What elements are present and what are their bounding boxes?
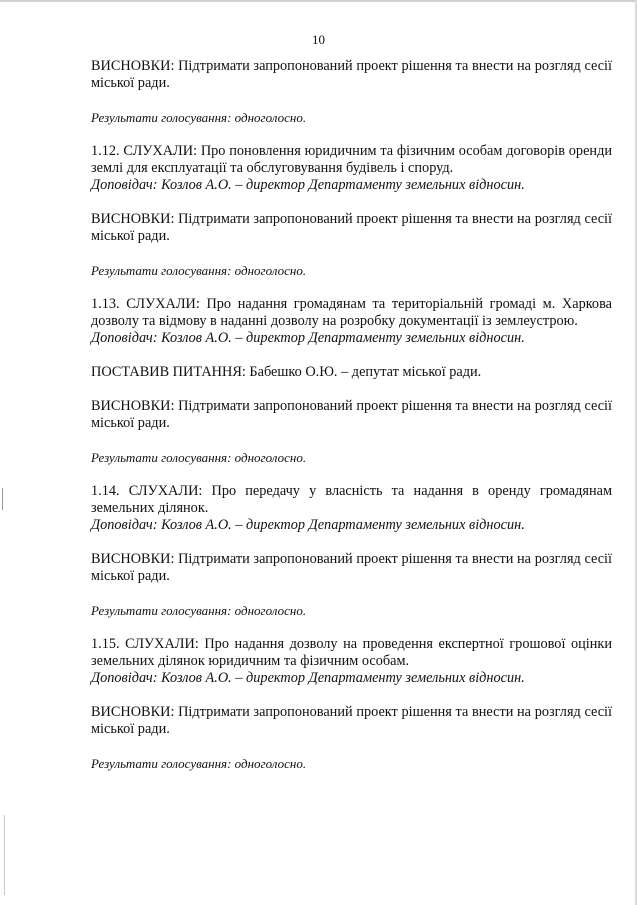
page-number: 10 (312, 32, 325, 47)
heard-item: 1.12. СЛУХАЛИ: Про поновлення юридичним та фізичним особам договорів оренди землі для експлуатації та обслуговування будівель і споруд. (91, 143, 612, 176)
voting-result: Результати голосування: одноголосно. (91, 450, 307, 465)
heard-item: 1.15. СЛУХАЛИ: Про надання дозволу на проведення експертної грошової оцінки земельних ділянок юридичним та фізичним особам. (91, 636, 612, 669)
scan-edge-top (0, 0, 637, 2)
scan-artifact (2, 488, 3, 510)
conclusion-text: ВИСНОВКИ: Підтримати запропонований проект рішення та внести на розгляд сесії міської ради. (91, 704, 612, 737)
conclusion-text: ВИСНОВКИ: Підтримати запропонований проект рішення та внести на розгляд сесії міської ради. (91, 398, 612, 431)
speaker-line: Доповідач: Козлов А.О. – директор Департаменту земельних відносин. (91, 517, 525, 533)
voting-result: Результати голосування: одноголосно. (91, 263, 307, 278)
question-line: ПОСТАВИВ ПИТАННЯ: Бабешко О.Ю. – депутат міської ради. (91, 364, 482, 380)
scan-artifact (4, 815, 5, 895)
speaker-line: Доповідач: Козлов А.О. – директор Департаменту земельних відносин. (91, 177, 525, 193)
voting-result: Результати голосування: одноголосно. (91, 756, 307, 771)
document-body (91, 58, 612, 772)
heard-item: 1.13. СЛУХАЛИ: Про надання громадянам та територіальній громаді м. Харкова дозволу та відмову в наданні дозволу на розробку документації із землеустрою. (91, 296, 612, 329)
speaker-line: Доповідач: Козлов А.О. – директор Департаменту земельних відносин. (91, 670, 525, 686)
heard-item: 1.14. СЛУХАЛИ: Про передачу у власність та надання в оренду громадянам земельних ділянок. (91, 483, 612, 516)
conclusion-text: ВИСНОВКИ: Підтримати запропонований проект рішення та внести на розгляд сесії міської ради. (91, 58, 612, 91)
speaker-line: Доповідач: Козлов А.О. – директор Департаменту земельних відносин. (91, 330, 525, 346)
conclusion-text: ВИСНОВКИ: Підтримати запропонований проект рішення та внести на розгляд сесії міської ради. (91, 211, 612, 244)
conclusion-text: ВИСНОВКИ: Підтримати запропонований проект рішення та внести на розгляд сесії міської ради. (91, 551, 612, 584)
voting-result: Результати голосування: одноголосно. (91, 603, 307, 618)
voting-result: Результати голосування: одноголосно. (91, 110, 307, 125)
